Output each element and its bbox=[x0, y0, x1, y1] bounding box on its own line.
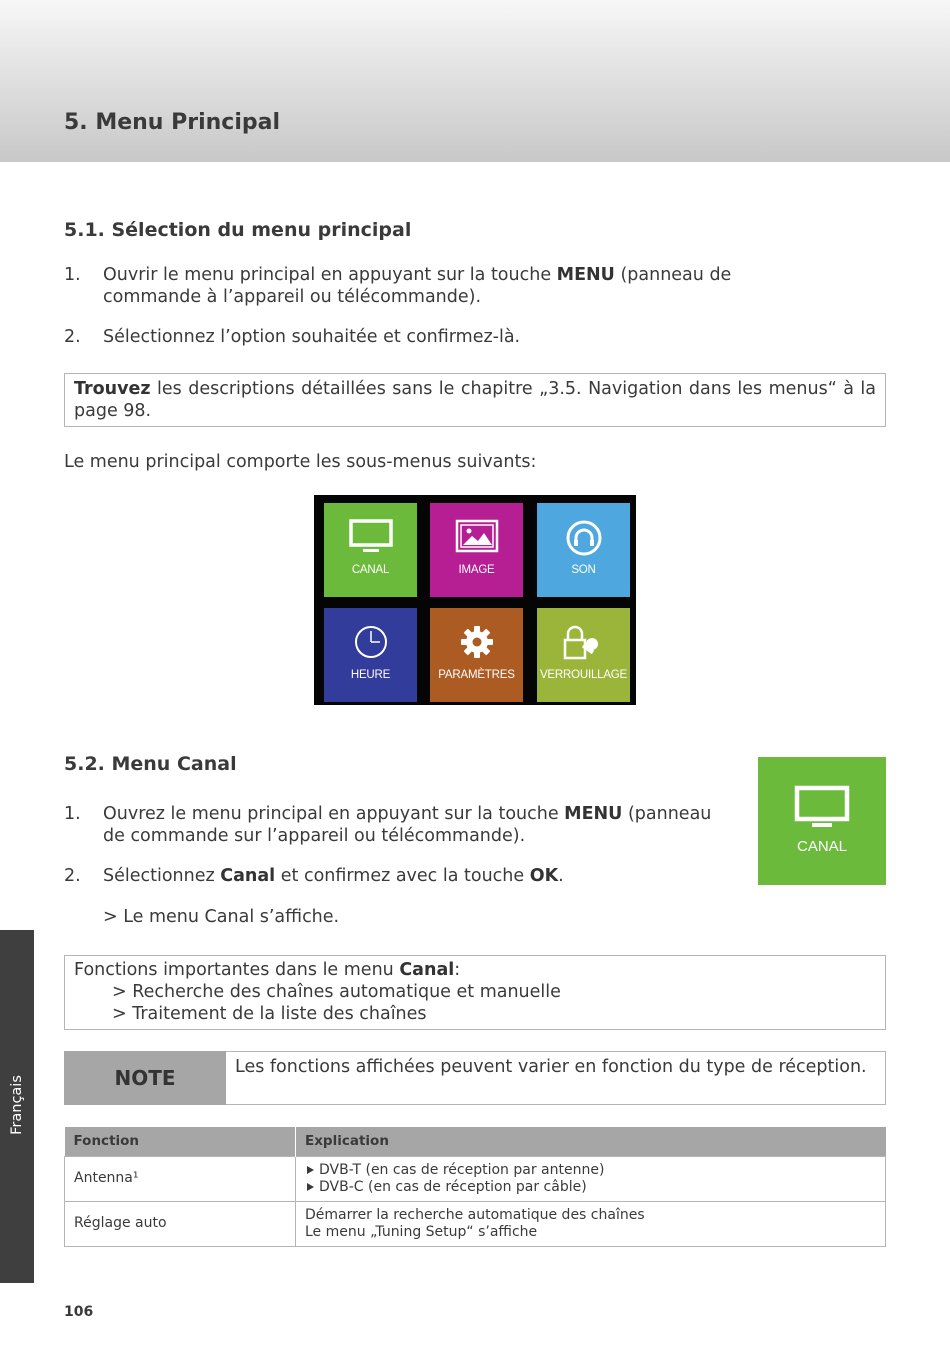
page-header bbox=[0, 0, 950, 162]
canal-tile-large bbox=[758, 757, 886, 885]
language-label: Français bbox=[9, 1075, 25, 1135]
section-title-5-1: 5.1. Sélection du menu principal bbox=[64, 219, 412, 241]
step-result: > Le menu Canal s’affiche. bbox=[103, 907, 340, 927]
bullet-triangle-icon bbox=[307, 1166, 314, 1174]
main-menu-screenshot bbox=[314, 495, 636, 705]
step-text: Ouvrez le menu principal en appuyant sur la touche MENU (panneau de commande sur l’appareil ou télécommande). bbox=[103, 804, 712, 846]
list-item: DVB-T (en cas de réception par antenne) bbox=[305, 1162, 876, 1179]
table-row bbox=[65, 1156, 886, 1201]
tile-label: VERROUILLAGE bbox=[539, 669, 628, 681]
note-label: NOTE bbox=[64, 1051, 226, 1105]
table-cell bbox=[296, 1201, 886, 1246]
step-number: 1. bbox=[64, 265, 81, 285]
menu-tile-parametres bbox=[430, 608, 523, 702]
tile-label: CANAL bbox=[351, 564, 390, 576]
table-header-row bbox=[65, 1127, 886, 1156]
page-number: 106 bbox=[64, 1304, 94, 1320]
menu-tile-son bbox=[537, 503, 630, 597]
info-box bbox=[64, 373, 886, 427]
step-number: 2. bbox=[64, 327, 81, 347]
step-text: Sélectionnez l’option souhaitée et confirmez-là. bbox=[103, 327, 521, 347]
headphones-icon bbox=[537, 519, 630, 559]
note-text: Les fonctions affichées peuvent varier en fonction du type de réception. bbox=[226, 1051, 886, 1105]
gear-icon bbox=[430, 624, 523, 664]
functions-item: > Recherche des chaînes automatique et manuelle bbox=[112, 982, 561, 1002]
tile-label: HEURE bbox=[350, 669, 391, 681]
table-cell: Antenna¹ bbox=[65, 1156, 296, 1201]
submenu-intro: Le menu principal comporte les sous-menus suivants: bbox=[64, 452, 537, 472]
tv-icon bbox=[324, 519, 417, 559]
table-header: Explication bbox=[296, 1127, 886, 1156]
tile-label: IMAGE bbox=[458, 564, 495, 576]
tile-label: CANAL bbox=[796, 838, 848, 855]
table-row bbox=[65, 1201, 886, 1246]
step-text: Ouvrir le menu principal en appuyant sur la touche MENU (panneau de commande à l’appareil ou télécommande). bbox=[103, 265, 732, 307]
cell-line: Démarrer la recherche automatique des chaînes bbox=[305, 1206, 645, 1223]
bullet-triangle-icon bbox=[307, 1183, 314, 1191]
functions-box bbox=[64, 955, 886, 1030]
tile-label: SON bbox=[571, 564, 596, 576]
functions-item: > Traitement de la liste des chaînes bbox=[112, 1004, 427, 1024]
menu-tile-image bbox=[430, 503, 523, 597]
functions-intro: Fonctions importantes dans le menu Canal: bbox=[74, 960, 461, 980]
tv-icon bbox=[758, 785, 886, 829]
menu-tile-canal bbox=[324, 503, 417, 597]
tile-label: PARAMÈTRES bbox=[438, 669, 515, 681]
lock-key-icon bbox=[537, 624, 630, 664]
section-title-5-2: 5.2. Menu Canal bbox=[64, 753, 237, 775]
list-item: DVB-C (en cas de réception par câble) bbox=[305, 1179, 876, 1196]
menu-tile-verrouillage bbox=[537, 608, 630, 702]
step-text: Sélectionnez Canal et confirmez avec la touche OK. bbox=[103, 866, 564, 886]
functions-table bbox=[64, 1127, 886, 1247]
info-text: Trouvez les descriptions détaillées sans le chapitre „3.5. Navigation dans les menus“ à la page 98. bbox=[74, 379, 876, 421]
table-header: Fonction bbox=[65, 1127, 296, 1156]
step-number: 1. bbox=[64, 804, 81, 824]
menu-tile-heure bbox=[324, 608, 417, 702]
cell-line: Le menu „Tuning Setup“ s’affiche bbox=[305, 1223, 538, 1240]
clock-icon bbox=[324, 624, 417, 664]
table-cell: Réglage auto bbox=[65, 1201, 296, 1246]
chapter-title: 5. Menu Principal bbox=[64, 110, 281, 135]
step-number: 2. bbox=[64, 866, 81, 886]
picture-icon bbox=[430, 519, 523, 559]
table-cell bbox=[296, 1156, 886, 1201]
